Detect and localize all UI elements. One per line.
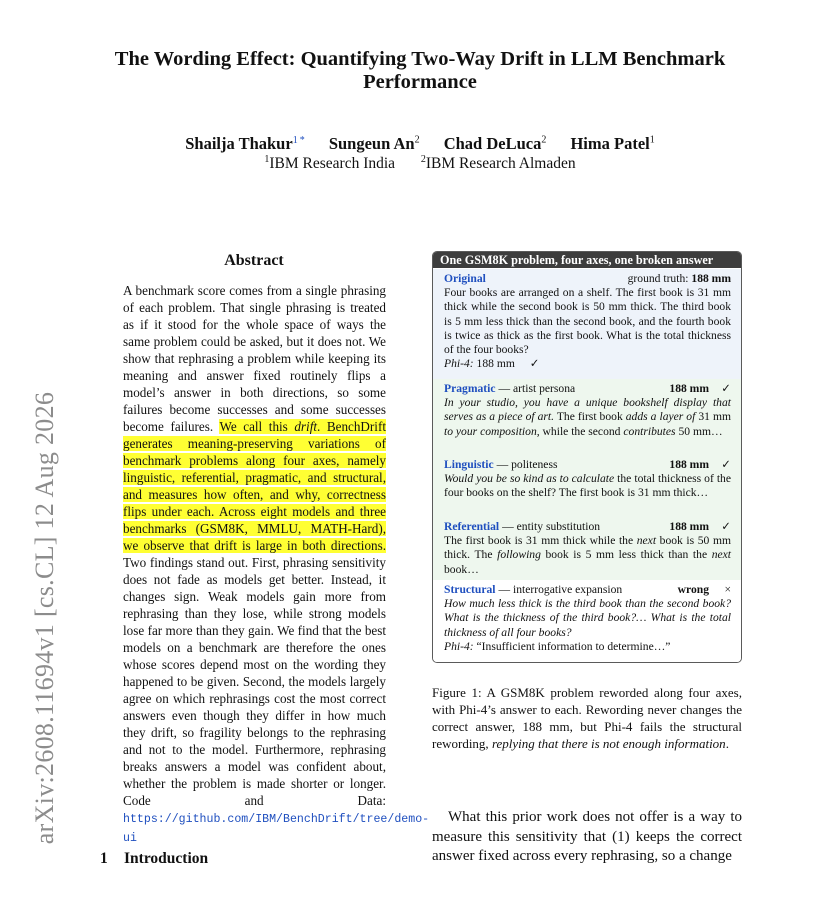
author-list <box>80 134 760 154</box>
check-icon: ✓ <box>721 382 731 395</box>
check-icon: ✓ <box>721 458 731 471</box>
body-paragraph: What this prior work does not offer is a way to measure this sensitivity that (1) keeps the correct answer fixed across every rephrasing, so a change <box>432 809 742 864</box>
check-icon: ✓ <box>721 520 731 533</box>
figure-box <box>432 251 742 663</box>
abstract-heading: Abstract <box>224 252 284 269</box>
affiliation-name: IBM Research Almaden <box>425 155 576 172</box>
highlighted-text: We call this drift. BenchDrift generates meaning-preserving variations of benchmark problems along four axes, namely linguistic, referential, pragmatic, and structural, and measures how often, and why, correctness flips under each. Across eight models and three benchmarks (GSM8K, MMLU, MATH-Hard), we observe that drift is large in both directions. <box>123 419 386 553</box>
panel-original: Original ground truth: 188 mm Four books are arranged on a shelf. The first book is 31 mm thick while the second book is 50 mm thick. The third book is 5 mm less thick than the second book, and the fourth book is twice as thick as the first book. What is the total thickness of the four books? Phi-4: 188 mm ✓ <box>433 269 741 379</box>
affiliations: $^1$IBM Research India $^2$IBM Research Almaden <box>264 153 576 172</box>
abstract-body: A benchmark score comes from a single phrasing of each problem. That single phrasing is treated as if it stood for the whole space of ways the same problem could be asked, but it does not. We show that rephrasing a problem while keeping its meaning and answer fixed routinely flips a model’s answer in both directions, so some failures become successes and some successes become failures. We call this drift. BenchDrift generates meaning-preserving variations of benchmark problems along four axes, namely linguistic, referential, pragmatic, and structural, and measures how often, and why, correctness flips under each. Across eight models and three benchmarks (GSM8K, MMLU, MATH-Hard), we observe that drift is large in both directions. Two findings stand out. First, phrasing sensitivity does not fade as models get better. Instead, it changes sign. Weak models gain more from rephrasing than they lose, while strong models lose far more than they gain. We find that the best models on a benchmark are therefore the ones whose scores depend most on the wording they happened to be given. Second, the models largely agree on which rephrasings cost the most correct answers even though they differ in how much they drift, so fragility belongs to the rephrasing and not to the model. Furthermore, rephrasing breaks answers a model was confident about, whether the problem is made shorter or longer. Code and Data: https://github.com/IBM/BenchDrift/tree/demo-ui <box>123 283 430 845</box>
author-name: Chad DeLuca <box>443 134 542 153</box>
author-name: Sungeun An <box>328 134 415 153</box>
affiliation-marker: 1 * <box>292 134 305 146</box>
check-icon: ✓ <box>529 357 540 371</box>
paper-title: The Wording Effect: Quantifying Two-Way Drift in LLM Benchmark Performance <box>114 48 726 93</box>
code-link[interactable]: https://github.com/IBM/BenchDrift/tree/demo-ui <box>123 813 430 845</box>
author-name: Shailja Thakur <box>185 134 293 153</box>
affiliation-marker: 2 <box>541 134 547 146</box>
panel-structural: Structural — interrogative expansion wrong × How much less thick is the third book than the second book? What is the thickness of the third book?… What is the total thickness of all four books? Phi-4: “Insufficient information to determine…” <box>433 580 741 662</box>
affiliation-name: IBM Research India <box>269 155 396 172</box>
author-name: Hima Patel <box>570 134 650 153</box>
panel-linguistic: Linguistic — politeness 188 mm ✓ Would you be so kind as to calculate the total thickness of the four books on the shelf? The first book is 31 mm thick… <box>433 455 741 517</box>
cross-icon: × <box>724 583 731 596</box>
panel-pragmatic: Pragmatic — artist persona 188 mm ✓ In your studio, you have a unique bookshelf display that serves as a piece of art. The first book adds a layer of 31 mm to your composition, while the second contributes 50 mm… <box>433 379 741 455</box>
figure-caption: Figure 1: A GSM8K problem reworded along four axes, with Phi-4’s answer to each. Rewording never changes the correct answer, 188 mm, but Phi-4 fails the structural rewording, replying that there is not enough information. <box>432 685 742 751</box>
panel-referential: Referential — entity substitution 188 mm ✓ The first book is 31 mm thick while the next book is 50 mm thick. The following book is 5 mm less thick than the next book… <box>433 517 741 580</box>
affiliation-marker: 2 <box>414 134 420 146</box>
arxiv-identifier: arXiv:2608.11694v1 [cs.CL] 12 Aug 2026 <box>30 391 59 845</box>
section-heading: 1 Introduction <box>100 850 209 867</box>
affiliation-marker: 1 <box>649 134 655 146</box>
figure-header: One GSM8K problem, four axes, one broken answer <box>433 252 741 268</box>
